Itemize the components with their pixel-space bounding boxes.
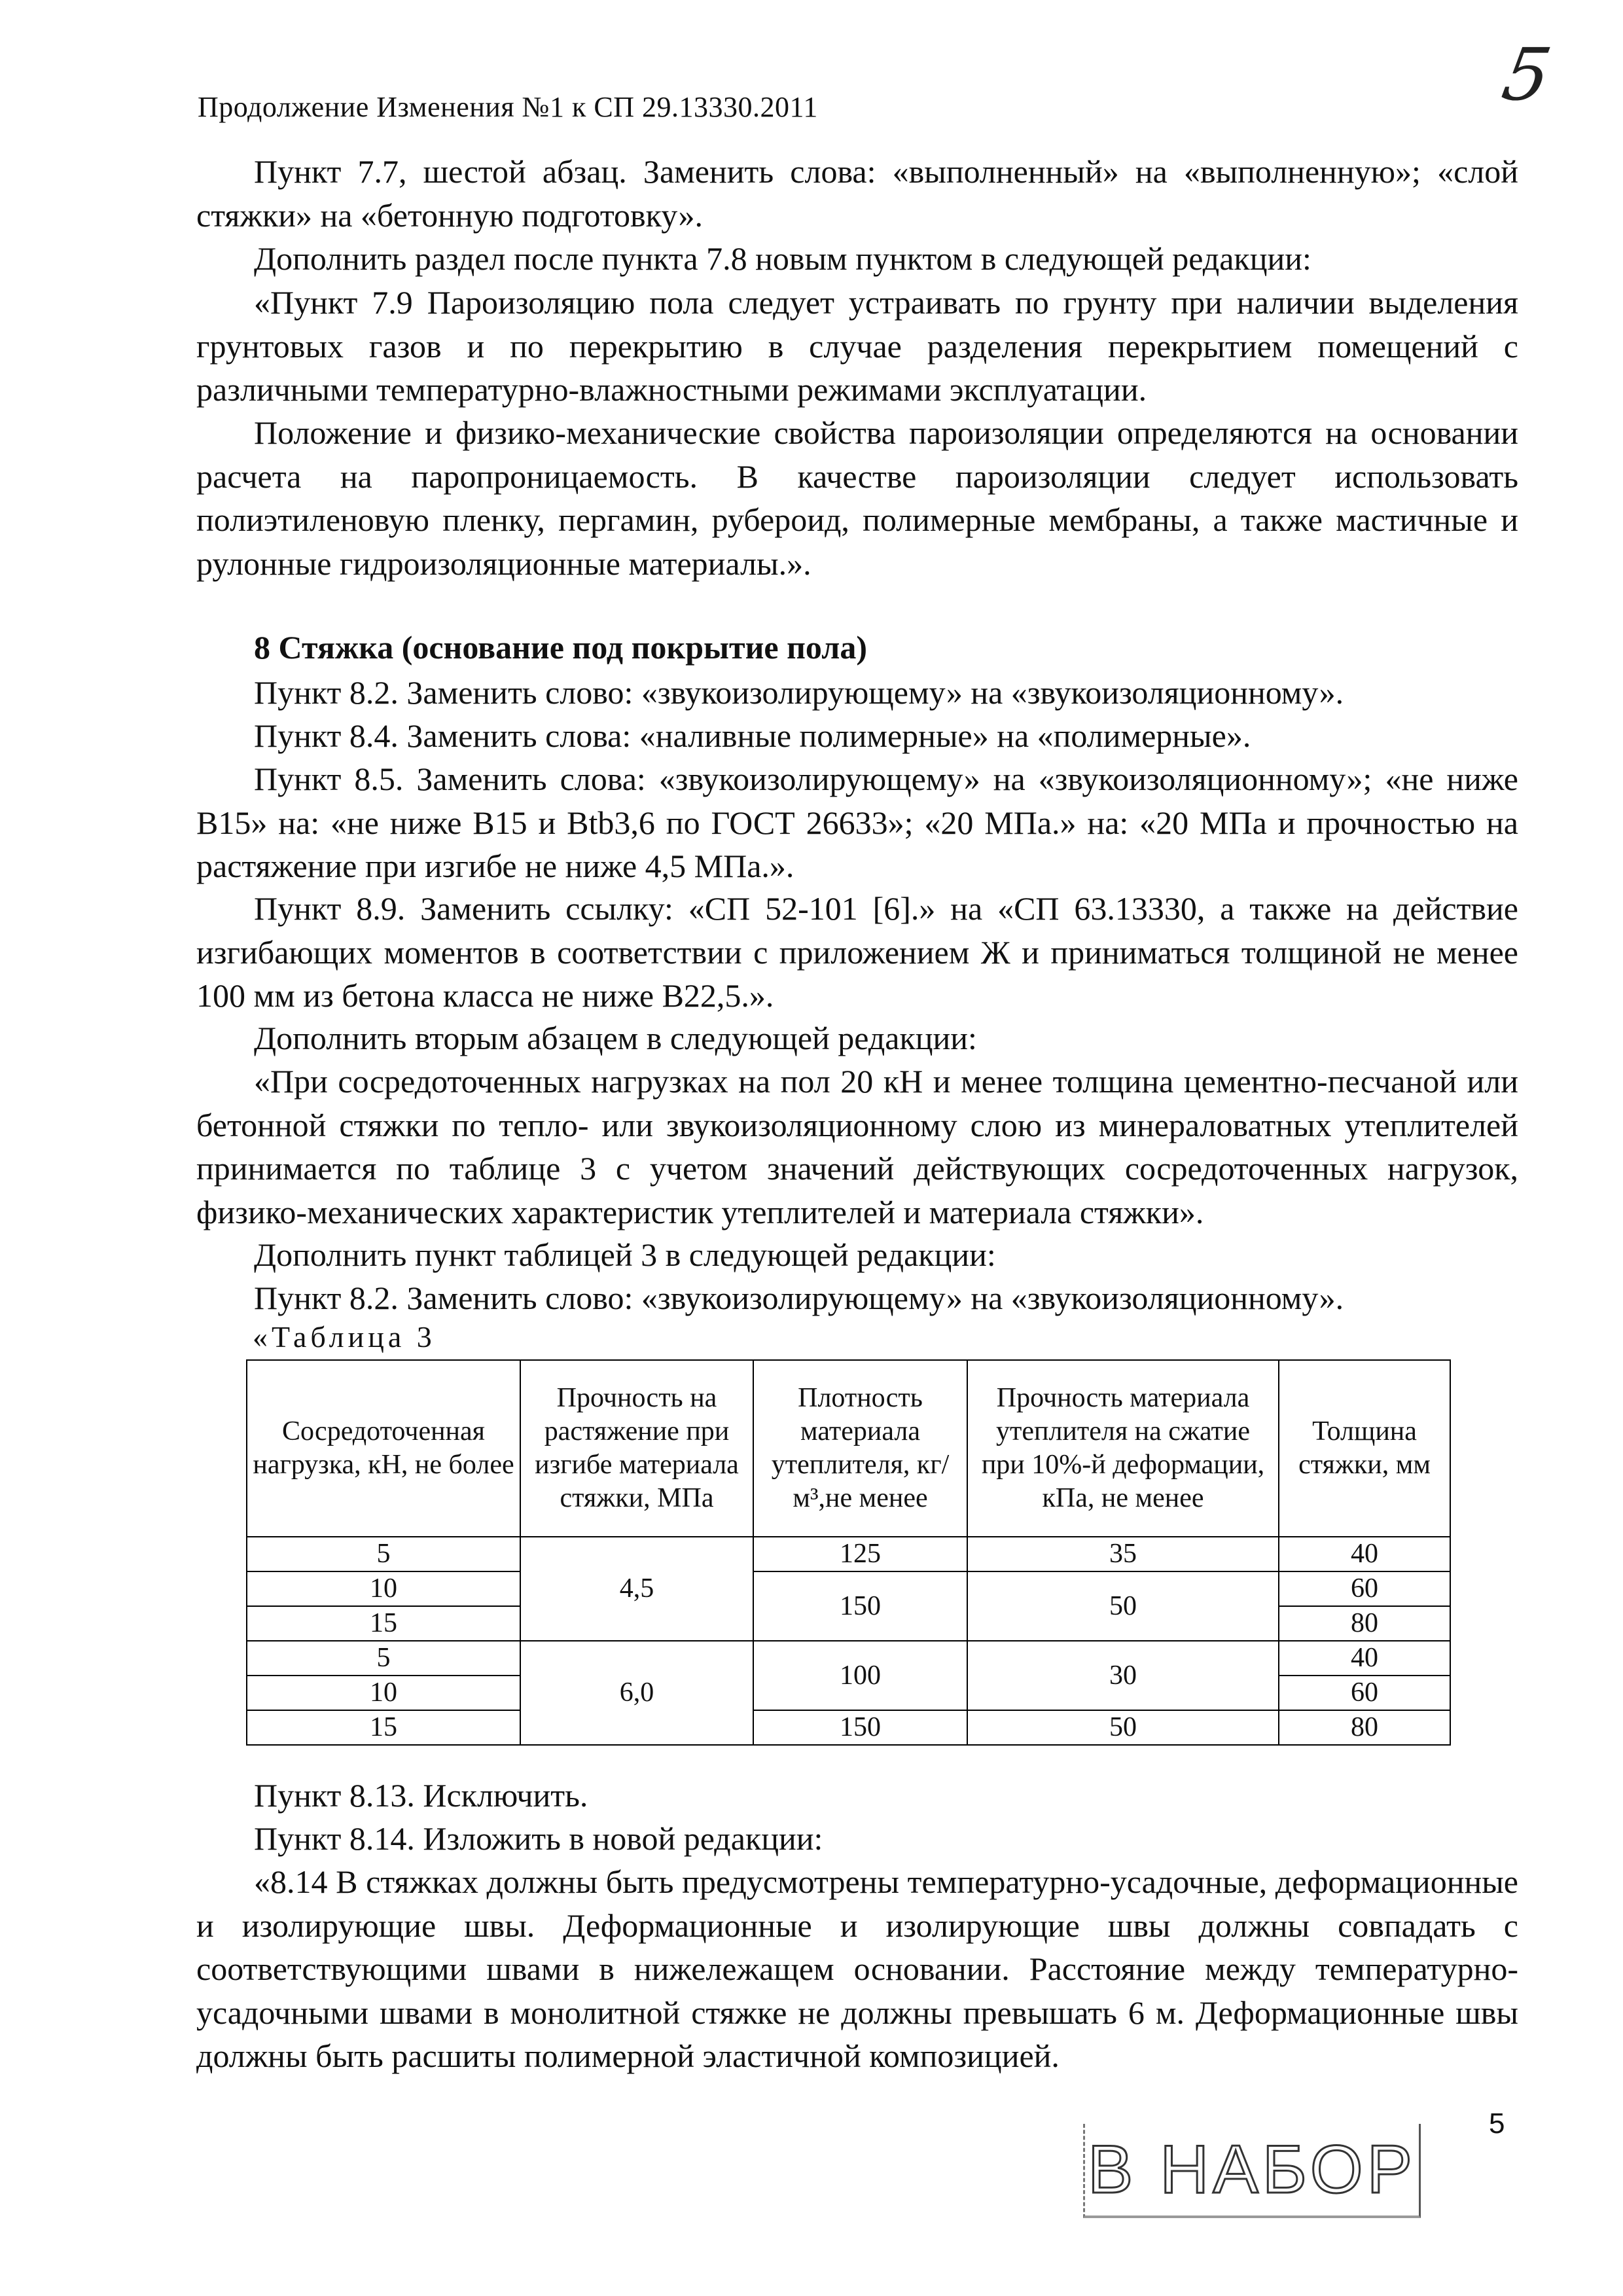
header-screed-thickness: Толщина стяжки, мм: [1279, 1360, 1450, 1537]
cell-compression: 35: [967, 1537, 1279, 1571]
section-heading: 8 Стяжка (основание под покрытие пола): [254, 629, 867, 666]
table-3: [246, 1359, 1451, 1746]
cell-thickness: 80: [1279, 1710, 1450, 1745]
paragraph-8-14-text: «8.14 В стяжках должны быть предусмотрены температурно-усадочные, деформационные и изолирующие швы. Деформационные и изолирующие швы должны совпадать с соответствующими швами в нижележащем основании. Расстояние между температурно-усадочными швами в монолитной стяжке не должны превышать 6 м. Деформационные швы должны быть расшиты полимерной эластичной композицией.: [196, 1863, 1518, 2074]
paragraph-8-4: Пункт 8.4. Заменить слова: «наливные полимерные» на «полимерные».: [254, 717, 1251, 754]
cell-thickness: 40: [1279, 1537, 1450, 1571]
cell-load: 10: [247, 1676, 520, 1710]
table-row: [247, 1537, 1450, 1571]
paragraph-8-2-repeat: Пункт 8.2. Заменить слово: «звукоизолирующему» на «звукоизоляционному».: [254, 1280, 1344, 1316]
handwritten-page-number: 5: [1496, 33, 1558, 117]
paragraph-second-abzac: Дополнить вторым абзацем в следующей редакции:: [254, 1020, 977, 1056]
cell-compression: 30: [967, 1641, 1279, 1710]
cell-thickness: 80: [1279, 1606, 1450, 1641]
stamp: [1083, 2124, 1421, 2218]
cell-density: 150: [753, 1710, 967, 1745]
cell-thickness: 60: [1279, 1571, 1450, 1606]
header-load: Сосредоточенная нагрузка, кН, не более: [247, 1360, 520, 1537]
page-header: Продолжение Изменения №1 к СП 29.13330.2011: [198, 91, 818, 123]
cell-load: 5: [247, 1641, 520, 1676]
paragraph-add-7-9: Дополнить раздел после пункта 7.8 новым пунктом в следующей редакции:: [254, 240, 1311, 277]
paragraph-vapor-barrier: Положение и физико-механические свойства пароизоляции определяются на основании расчета на паропроницаемость. В качестве пароизоляции следует использовать полиэтиленовую пленку, пергамин, рубероид, полимерные мембраны, а также мастичные и рулонные гидроизоляционные материалы.».: [196, 414, 1518, 582]
header-screed-strength: Прочность на растяжение при изгибе материала стяжки, МПа: [520, 1360, 753, 1537]
page-number: 5: [1489, 2108, 1505, 2140]
cell-load: 15: [247, 1710, 520, 1745]
paragraph-8-5: Пункт 8.5. Заменить слова: «звукоизолирующему» на «звукоизоляционному»; «не ниже В15» на: «не ниже В15 и Btb3,6 по ГОСТ 26633»; «20 МПа.» на: «20 МПа и прочностью на растяжение при изгибе не ниже 4,5 МПа.».: [196, 761, 1518, 884]
cell-load: 15: [247, 1606, 520, 1641]
paragraph-8-14: Пункт 8.14. Изложить в новой редакции:: [254, 1820, 823, 1857]
header-insulation-density: Плотность материала утеплителя, кг/м³,не менее: [753, 1360, 967, 1537]
paragraph-8-9: Пункт 8.9. Заменить ссылку: «СП 52-101 [6].» на «СП 63.13330, а также на действие изгибающих моментов в соответствии с приложением Ж и приниматься толщиной не менее 100 мм из бетона класса не ниже В22,5.».: [196, 890, 1518, 1014]
cell-load: 10: [247, 1571, 520, 1606]
cell-load: 5: [247, 1537, 520, 1571]
table-row: [247, 1571, 1450, 1606]
table-caption: «Таблица 3: [253, 1320, 436, 1354]
paragraph-8-13: Пункт 8.13. Исключить.: [254, 1777, 588, 1814]
cell-density: 125: [753, 1537, 967, 1571]
paragraph-8-2: Пункт 8.2. Заменить слово: «звукоизолирующему» на «звукоизоляционному».: [254, 674, 1344, 711]
table-header-row: [247, 1360, 1450, 1537]
cell-strength: 6,0: [520, 1641, 753, 1745]
paragraph-7-9: «Пункт 7.9 Пароизоляцию пола следует устраивать по грунту при наличии выделения грунтовых газов и по перекрытию в случае разделения перекрытием помещений с различными температурно-влажностными режимами эксплуатации.: [196, 284, 1518, 408]
cell-strength: 4,5: [520, 1537, 753, 1641]
table-row: [247, 1710, 1450, 1745]
header-insulation-compression: Прочность материала утеплителя на сжатие при 10%-й деформации, кПа, не менее: [967, 1360, 1279, 1537]
cell-compression: 50: [967, 1710, 1279, 1745]
paragraph-add-table: Дополнить пункт таблицей 3 в следующей редакции:: [254, 1236, 996, 1273]
paragraph-7-7: Пункт 7.7, шестой абзац. Заменить слова: «выполненный» на «выполненную»; «слой стяжки» на «бетонную подготовку».: [196, 153, 1518, 234]
cell-density: 100: [753, 1641, 967, 1710]
cell-thickness: 60: [1279, 1676, 1450, 1710]
cell-density: 150: [753, 1571, 967, 1641]
table-row: [247, 1641, 1450, 1676]
cell-compression: 50: [967, 1571, 1279, 1641]
cell-thickness: 40: [1279, 1641, 1450, 1676]
paragraph-loads: «При сосредоточенных нагрузках на пол 20 кН и менее толщина цементно-песчаной или бетонной стяжки по тепло- или звукоизоляционному слою из минераловатных утеплителей принимается по таблице 3 с учетом значений действующих сосредоточенных нагрузок, физико-механических характеристик утеплителей и материала стяжки».: [196, 1063, 1518, 1230]
stamp-text: В НАБОР: [1087, 2131, 1417, 2208]
